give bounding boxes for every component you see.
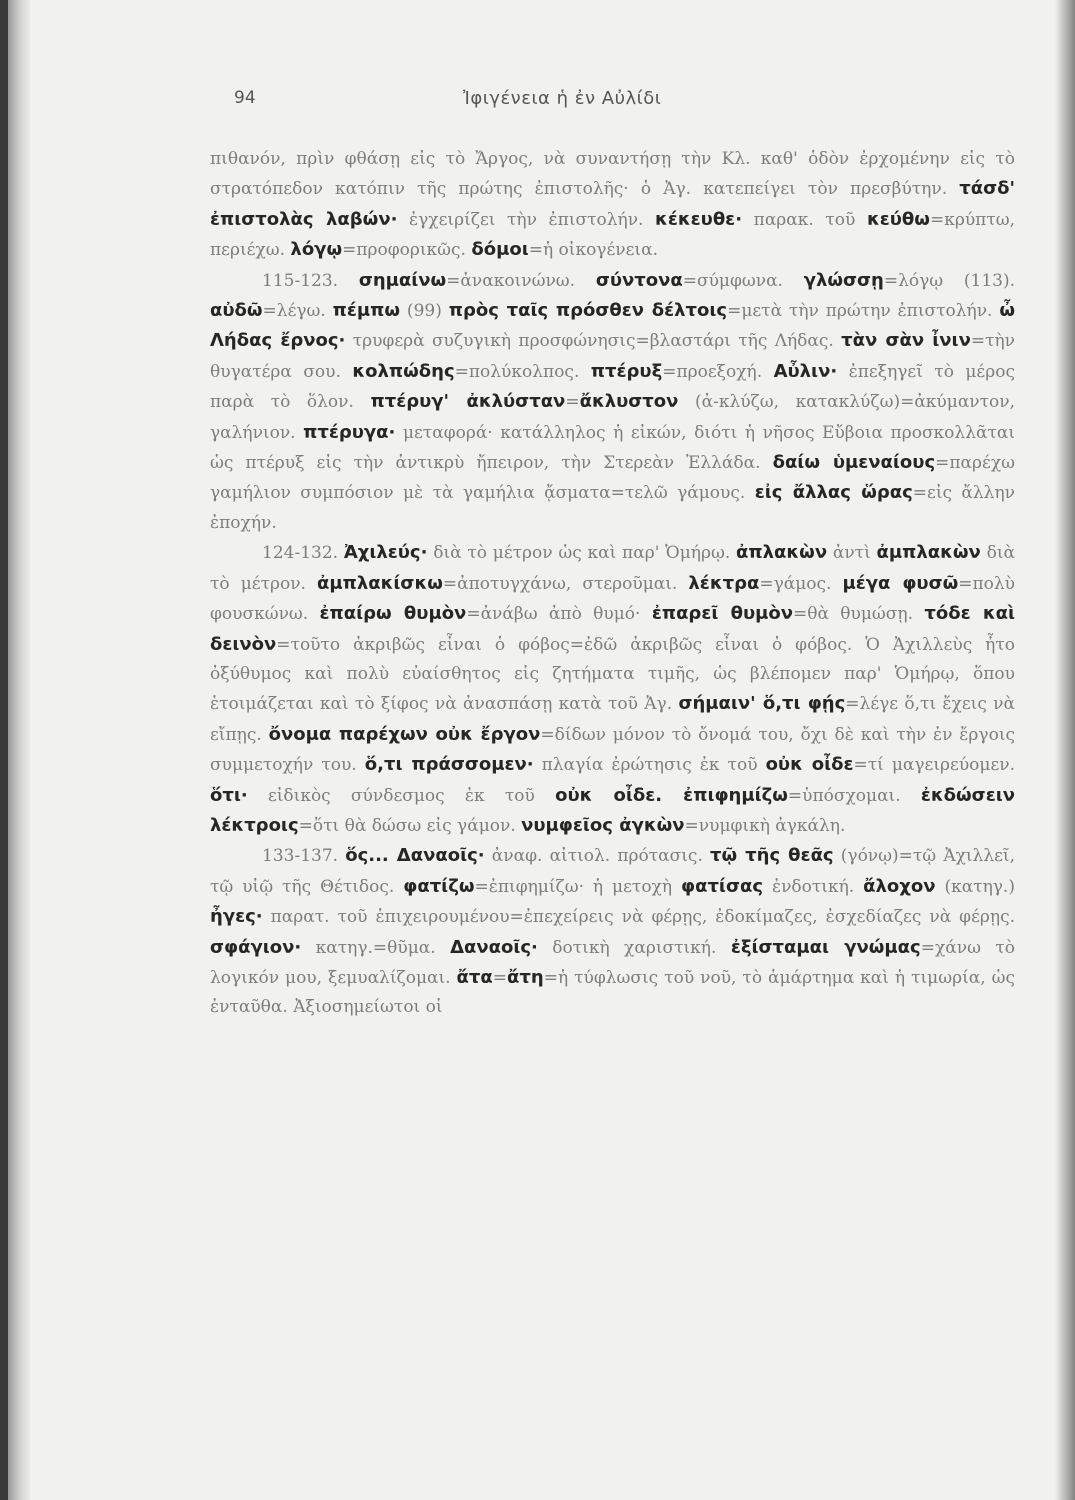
lemma: τάσδ' ἐπιστολὰς λαβών·: [210, 178, 1015, 230]
gloss-text: =ὅτι θὰ δώσω εἰς γάμον.: [298, 815, 522, 836]
lemma: κολπώδης: [352, 360, 455, 382]
gloss-text: κατηγ.=θῦμα.: [301, 937, 451, 958]
lemma: τόδε καὶ δεινὸν: [210, 603, 1015, 655]
lemma: πέμπω: [332, 300, 401, 322]
lemma: πτέρυγα·: [303, 421, 396, 443]
gloss-text: 124-132.: [262, 543, 344, 564]
lemma: ὅτι·: [210, 784, 248, 806]
gloss-text: =προεξοχή.: [662, 361, 774, 382]
gloss-text: εἰδικὸς σύνδεσμος ἐκ τοῦ: [247, 785, 556, 806]
lemma: τὰν σὰν ἶνιν: [841, 330, 971, 352]
lemma: ἀμπλακὼν: [876, 542, 981, 564]
lemma: ἀπλακὼν: [736, 542, 828, 564]
lemma: ὅς... Δαναοῖς·: [345, 845, 485, 867]
gloss-text: =δίδων μόνον τὸ ὄνομά του, ὄχι δὲ καὶ τὴν ἐν ἔργοις συμμετοχήν του.: [210, 724, 1016, 776]
gloss-text: =λέγω.: [262, 301, 333, 322]
lemma: δόμοι: [471, 239, 529, 261]
running-title: Ἰφιγένεια ἡ ἐν Αὐλίδι: [463, 88, 662, 109]
gloss-text: =ἀνακοινώνω.: [446, 270, 596, 291]
commentary-paragraph: [210, 841, 1015, 1022]
gloss-text: =ἡ οἰκογένεια.: [528, 240, 658, 261]
gloss-text: (γόνῳ)=τῷ Ἀχιλλεῖ, τῷ υἱῷ τῆς Θέτιδος.: [210, 846, 1015, 897]
lemma: τῷ τῆς θεᾶς: [710, 845, 834, 867]
lemma: οὐκ οἶδε. ἐπιφημίζω: [555, 784, 788, 806]
lemma: γλώσσῃ: [803, 269, 884, 291]
commentary-paragraph: [210, 266, 1015, 539]
lemma: σύντονα: [595, 269, 683, 291]
commentary-paragraph: [210, 145, 1015, 266]
gloss-text: δοτικὴ χαριστική.: [537, 937, 731, 958]
lemma: ἄλοχον: [863, 875, 936, 897]
lemma: ὦ Λήδας ἔρνος·: [210, 300, 1015, 352]
gloss-text: =ὑπόσχομαι.: [787, 785, 921, 806]
lemma: δαίω ὑμεναίους: [772, 452, 936, 474]
lemma: κέκευθε·: [655, 208, 743, 230]
gloss-text: =πολὺ φουσκώνω.: [210, 573, 1016, 625]
lemma: μέγα φυσῶ: [842, 572, 959, 594]
gloss-text: =τὴν θυγατέρα σου.: [210, 331, 1015, 382]
gloss-text: =τοῦτο ἀκριβῶς εἶναι ὁ φόβος=ἐδῶ ἀκριβῶς εἶναι ὁ φόβος. Ὁ Ἀχιλλεὺς ἦτο ὀξύθυμος καὶ πολὺ εὐαίσθητος εἰς ζητήματα τιμῆς, ὡς βλέπομεν παρ' Ὁμήρῳ, ὅπου ἑτοιμάζεται καὶ τὸ ξίφος νὰ ἀνασπάσῃ κατὰ τοῦ Ἀγ.: [210, 634, 1015, 715]
gloss-text: ἐνδοτική.: [763, 876, 864, 897]
gloss-text: =κρύπτω, περιέχω.: [210, 209, 1015, 261]
gloss-text: ἀντὶ: [827, 543, 877, 564]
commentary-text: [210, 145, 1015, 1023]
lemma: ἐκδώσειν λέκτροις: [210, 784, 1015, 836]
lemma: ἦγες·: [210, 906, 263, 928]
lemma: νυμφεῖος ἀγκὼν: [521, 814, 685, 836]
lemma: φατίζω: [403, 875, 475, 897]
lemma: Αὖλιν·: [773, 360, 838, 382]
lemma: κεύθω: [866, 208, 930, 230]
gloss-text: =τί μαγειρεύομεν.: [853, 755, 1015, 776]
lemma: φατίσας: [681, 875, 764, 897]
gloss-text: =λέγε ὅ,τι ἔχεις νὰ εἴπῃς.: [210, 694, 1015, 745]
gloss-text: 115-123.: [262, 270, 359, 291]
gloss-text: =εἰς ἄλλην ἐποχήν.: [210, 483, 1015, 533]
commentary-paragraph: [210, 538, 1015, 841]
gloss-text: =μετὰ τὴν πρώτην ἐπιστολήν.: [727, 301, 1000, 322]
page-number: 94: [234, 88, 256, 108]
gloss-text: διὰ τὸ μέτρον.: [210, 543, 1015, 594]
lemma: λόγῳ: [290, 239, 343, 261]
gloss-text: =γάμος.: [759, 573, 843, 594]
book-page: [8, 0, 1075, 1500]
gloss-text: (κατηγ.): [935, 876, 1015, 897]
lemma: πτέρυγ' ἀκλύσταν: [370, 391, 566, 413]
gloss-text: =ἡ τύφλωσις τοῦ νοῦ, τὸ ἁμάρτημα καὶ ἡ τιμωρία, ὡς ἐνταῦθα. Ἀξιοσημείωτοι οἱ: [210, 967, 1015, 1018]
lemma: ἐπαρεῖ θυμὸν: [651, 603, 793, 625]
gloss-text: =θὰ θυμώσῃ.: [792, 604, 925, 625]
gloss-text: =ἐπιφημίζω· ἡ μετοχὴ: [474, 876, 681, 897]
gloss-text: τρυφερὰ συζυγικὴ προσφώνησις=βλαστάρι τῆς Λήδας.: [345, 331, 842, 352]
lemma: Ἀχιλεύς·: [343, 542, 428, 564]
lemma: αὐδῶ: [210, 300, 263, 322]
gloss-text: διὰ τὸ μέτρον ὡς καὶ παρ' Ὁμήρῳ.: [427, 543, 737, 564]
gloss-text: =παρέχω γαμήλιον συμπόσιον μὲ τὰ γαμήλια ᾄσματα=τελῶ γάμους.: [210, 453, 1015, 504]
lemma: πτέρυξ: [590, 360, 663, 382]
gloss-text: πιθανόν, πρὶν φθάσῃ εἰς τὸ Ἄργος, νὰ συναντήσῃ τὴν Κλ. καθ' ὁδὸν ἐρχομένην εἰς τὸ στρατόπεδον κατόπιν τῆς πρώτης ἐπιστολῆς· ὁ Ἀγ. κατεπείγει τὸν πρεσβύτην.: [210, 149, 1015, 200]
gloss-text: παρακ. τοῦ: [742, 209, 867, 230]
lemma: ὄνομα παρέχων οὐκ ἔργον: [268, 723, 541, 745]
lemma: ἄκλυστον: [579, 391, 679, 413]
page-edge-shadow: [1055, 0, 1075, 1500]
lemma: πρὸς ταῖς πρόσθεν δέλτοις: [448, 300, 728, 322]
lemma: σημαίνω: [358, 269, 447, 291]
lemma: σφάγιον·: [210, 936, 302, 958]
lemma: ἐπαίρω θυμὸν: [319, 603, 467, 625]
lemma: σήμαιν' ὅ,τι φῄς: [678, 693, 846, 715]
lemma: εἰς ἄλλας ὥρας: [754, 482, 913, 504]
gloss-text: ἐγχειρίζει τὴν ἐπιστολήν.: [397, 209, 656, 230]
gloss-text: παρατ. τοῦ ἐπιχειρουμένου=ἐπεχείρεις νὰ φέρῃς, ἐδοκίμαζες, ἐσχεδίαζες νὰ φέρῃς.: [262, 907, 1015, 928]
gloss-text: =ἀνάβω ἀπὸ θυμό·: [466, 604, 652, 625]
lemma: λέκτρα: [688, 572, 760, 594]
gloss-text: =σύμφωνα.: [682, 270, 804, 291]
lemma: ἄτα: [456, 966, 493, 988]
gloss-text: =: [565, 392, 580, 413]
gloss-text: =λόγῳ (113).: [883, 270, 1016, 291]
lemma: ἄτη: [507, 966, 544, 988]
lemma: ὅ,τι πράσσομεν·: [364, 754, 534, 776]
gloss-text: πλαγία ἐρώτησις ἐκ τοῦ: [533, 755, 766, 776]
page-header: [8, 88, 1075, 118]
gloss-text: (ἀ-κλύζω, κατακλύζω)=ἀκύμαντον, γαλήνιον.: [210, 392, 1016, 443]
gloss-text: =πολύκολπος.: [454, 361, 591, 382]
gloss-text: =χάνω τὸ λογικόν μου, ξεμυαλίζομαι.: [210, 937, 1015, 988]
gloss-text: ἐπεξηγεῖ τὸ μέρος παρὰ τὸ ὅλον.: [210, 361, 1015, 413]
gloss-text: =νυμφικὴ ἀγκάλη.: [684, 815, 846, 836]
lemma: οὐκ οἶδε: [765, 754, 854, 776]
gloss-text: (99): [400, 301, 449, 322]
page-spine-shadow: [8, 0, 30, 1500]
gloss-text: =προφορικῶς.: [342, 240, 472, 261]
gloss-text: ἀναφ. αἰτιολ. πρότασις.: [484, 846, 711, 867]
gloss-text: =ἀποτυγχάνω, στεροῦμαι.: [442, 573, 689, 594]
lemma: Δαναοῖς·: [450, 936, 538, 958]
lemma: ἀμπλακίσκω: [317, 572, 443, 594]
gloss-text: =: [492, 967, 508, 988]
lemma: ἐξίσταμαι γνώμας: [730, 936, 921, 958]
gloss-text: μεταφορά· κατάλληλος ἡ εἰκών, διότι ἡ νῆσος Εὔβοια προσκολλᾶται ὡς πτέρυξ εἰς τὴν ἀντικρὺ ἤπειρον, τὴν Στερεὰν Ἑλλάδα.: [210, 422, 1015, 474]
gloss-text: 133-137.: [262, 846, 346, 867]
